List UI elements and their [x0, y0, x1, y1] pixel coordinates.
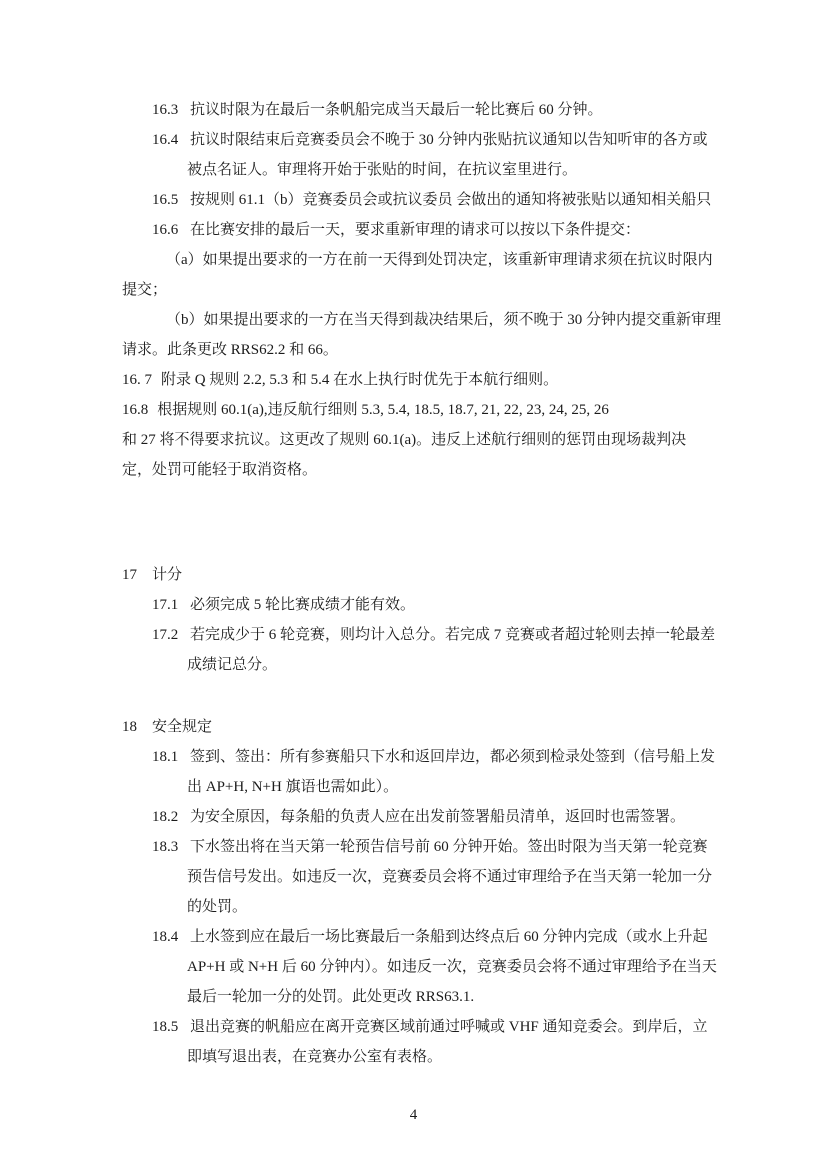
line-text: 在比赛安排的最后一天，要求重新审理的请求可以按以下条件提交：: [190, 222, 641, 238]
clause-number: 18.2: [152, 809, 179, 825]
text-line: [0, 862, 827, 892]
line-text: 上水签到应在最后一场比赛最后一条船到达终点后 60 分钟内完成（或水上升起: [190, 929, 708, 945]
line-text: 附录 Q 规则 2.2, 5.3 和 5.4 在水上执行时优先于本航行细则。: [161, 372, 559, 388]
line-text: 定，处罚可能轻于取消资格。: [122, 462, 318, 478]
line-text: 出 AP+H, N+H 旗语也需如此）。: [187, 779, 399, 795]
line-text: 请求。此条更改 RRS62.2 和 66。: [122, 342, 338, 358]
line-text: AP+H 或 N+H 后 60 分钟内）。如违反一次，竞赛委员会将不通过审理给予在当天: [187, 959, 717, 975]
text-line: [0, 155, 827, 185]
line-text: 若完成少于 6 轮竞赛，则均计入总分。若完成 7 竞赛或者超过轮则去掉一轮最差: [190, 627, 716, 643]
clause-line: [0, 125, 827, 155]
line-text: 根据规则 60.1(a),违反航行细则 5.3, 5.4, 18.5, 18.7, 21, 22, 23, 24, 25, 26: [157, 402, 609, 418]
clause-line: [0, 922, 827, 952]
line-text: 必须完成 5 轮比赛成绩才能有效。: [190, 597, 416, 613]
page-number: 4: [409, 1107, 418, 1123]
line-text: 和 27 将不得要求抗议。这更改了规则 60.1(a)。违反上述航行细则的惩罚由现场裁判决: [122, 432, 687, 448]
clause-number: 16. 7: [122, 372, 152, 388]
line-text: 预告信号发出。如违反一次，竞赛委员会将不通过审理给予在当天第一轮加一分: [187, 869, 713, 885]
line-text: 为安全原因，每条船的负责人应在出发前签署船员清单，返回时也需签署。: [190, 809, 686, 825]
clause-number: 16.3: [152, 102, 179, 118]
clause-line: [0, 832, 827, 862]
text-line: [0, 305, 827, 335]
clause-line: [0, 95, 827, 125]
line-text: 按规则 61.1（b）竞赛委员会或抗议委员 会做出的通知将被张贴以通知相关船只: [190, 192, 712, 208]
line-text: 的处罚。: [187, 899, 248, 915]
text-line: [0, 952, 827, 982]
text-line: [0, 275, 827, 305]
text-line: [0, 982, 827, 1012]
line-text: 计分: [152, 567, 183, 583]
line-text: 下水签出将在当天第一轮预告信号前 60 分钟开始。签出时限为当天第一轮竞赛: [190, 839, 708, 855]
clause-number: 16.4: [152, 132, 179, 148]
section-heading: [0, 560, 827, 590]
clause-number: 18.1: [152, 749, 179, 765]
text-line: [0, 650, 827, 680]
text-line: [0, 892, 827, 922]
line-text: （b）如果提出要求的一方在当天得到裁决结果后，须不晚于 30 分钟内提交重新审理: [166, 312, 722, 328]
text-line: [0, 335, 827, 365]
text-line: [0, 425, 827, 455]
clause-number: 18.5: [152, 1019, 179, 1035]
clause-number: 17.1: [152, 597, 179, 613]
section-heading: [0, 712, 827, 742]
clause-number: 16.8: [122, 402, 149, 418]
line-text: 最后一轮加一分的处罚。此处更改 RRS63.1.: [187, 989, 475, 1005]
clause-line: [0, 802, 827, 832]
text-line: [0, 455, 827, 485]
clause-number: 17: [122, 567, 137, 583]
line-text: 抗议时限结束后竞赛委员会不晚于 30 分钟内张贴抗议通知以告知听审的各方或: [190, 132, 708, 148]
text-line: [0, 1042, 827, 1072]
clause-line: [0, 215, 827, 245]
line-text: 成绩记总分。: [187, 657, 278, 673]
clause-line: [0, 590, 827, 620]
clause-line: [0, 1012, 827, 1042]
clause-line: [0, 742, 827, 772]
clause-number: 18.4: [152, 929, 179, 945]
line-text: 抗议时限为在最后一条帆船完成当天最后一轮比赛后 60 分钟。: [190, 102, 603, 118]
clause-number: 16.6: [152, 222, 179, 238]
clause-number: 18: [122, 719, 137, 735]
line-text: 签到、签出：所有参赛船只下水和返回岸边，都必须到检录处签到（信号船上发: [190, 749, 716, 765]
clause-number: 18.3: [152, 839, 179, 855]
text-line: [0, 245, 827, 275]
clause-line: [0, 365, 827, 395]
line-text: 被点名证人。审理将开始于张贴的时间，在抗议室里进行。: [187, 162, 578, 178]
line-text: 提交；: [122, 282, 168, 298]
clause-line: [0, 620, 827, 650]
text-line: [0, 772, 827, 802]
line-text: 即填写退出表，在竞赛办公室有表格。: [187, 1049, 443, 1065]
clause-number: 16.5: [152, 192, 179, 208]
clause-line: [0, 395, 827, 425]
line-text: 退出竞赛的帆船应在离开竞赛区域前通过呼喊或 VHF 通知竞委会。到岸后，立: [190, 1019, 708, 1035]
line-text: （a）如果提出要求的一方在前一天得到处罚决定，该重新审理请求须在抗议时限内: [166, 252, 713, 268]
clause-line: [0, 185, 827, 215]
clause-number: 17.2: [152, 627, 179, 643]
line-text: 安全规定: [152, 719, 213, 735]
